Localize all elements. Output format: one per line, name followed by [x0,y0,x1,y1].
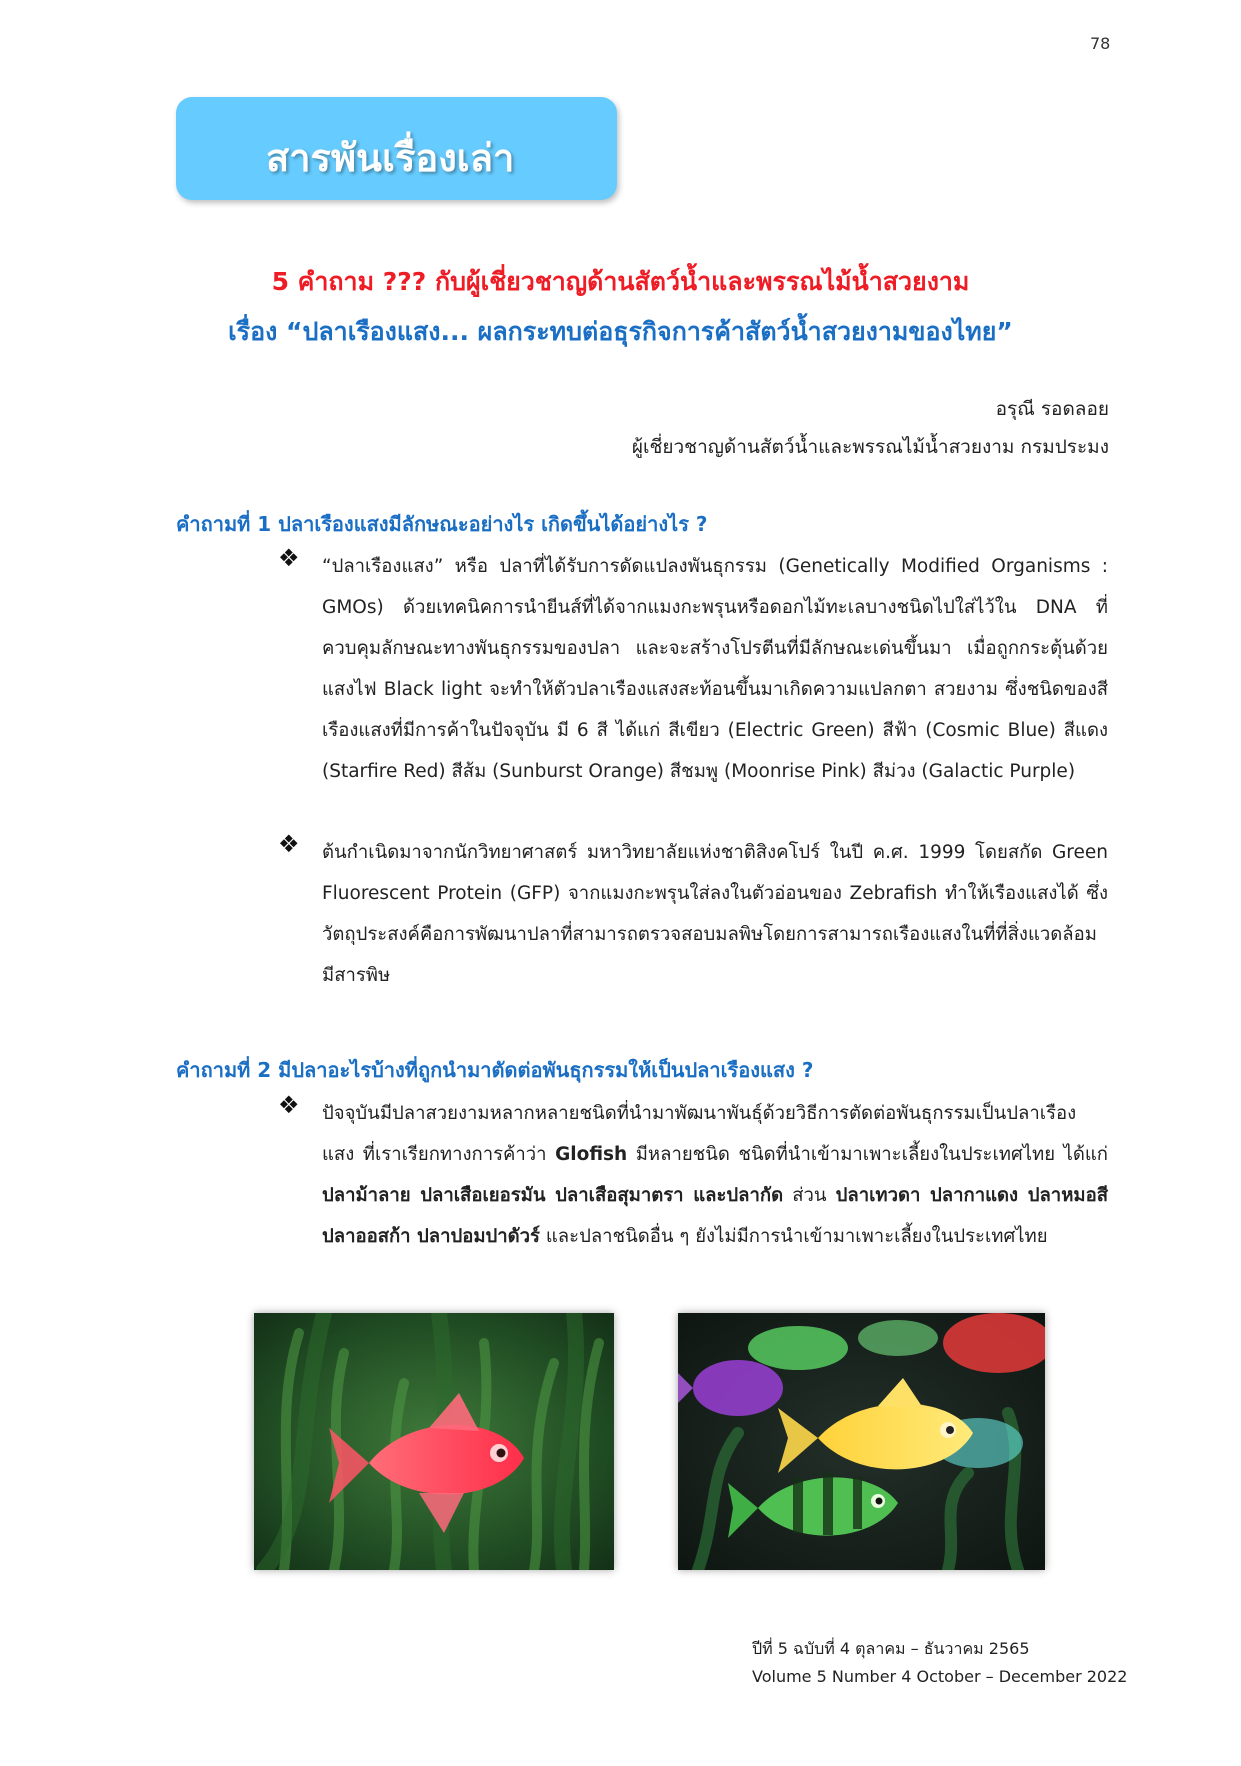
article-title-line2: เรื่อง “ปลาเรืองแสง... ผลกระทบต่อธุรกิจการค้าสัตว์น้ำสวยงามของไทย” [228,317,1013,346]
page-number: 78 [1090,34,1111,53]
bullet-text [322,1093,1108,1257]
question-1-heading: คำถามที่ 1 ปลาเรืองแสงมีลักษณะอย่างไร เกิดขึ้นได้อย่างไร ? [176,512,708,536]
bullet-text-part: ปัจจุบันมีปลาสวยงามหลากหลายชนิดที่นำมาพัฒนาพันธุ์ด้วยวิธีการตัดต่อพันธุกรรมเป็นปลาเรืองแสง ที่เราเรียกทางการค้าว่า [322,1103,1077,1165]
footer-issue-english: Volume 5 Number 4 October – December 2022 [752,1667,1128,1686]
banner-label: สารพันเรื่องเล่า [266,136,515,180]
four-diamond-icon: ❖ [278,1091,300,1119]
imported-fish-list: ปลาม้าลาย ปลาเสือเยอรมัน ปลาเสือสุมาตรา และปลากัด [322,1185,784,1206]
article-title-line1: 5 คำถาม ??? กับผู้เชี่ยวชาญด้านสัตว์น้ำและพรรณไม้น้ำสวยงาม [271,267,970,296]
question-2-bullet-1 [278,1093,1108,1257]
not-imported-fish-list: ปลาเทวดา ปลากาแดง ปลาหมอสี ปลาออสก้า ปลาปอมปาดัวร์ [322,1185,1108,1247]
glofish-term: Glofish [555,1144,628,1165]
question-2-heading: คำถามที่ 2 มีปลาอะไรบ้างที่ถูกนำมาตัดต่อพันธุกรรมให้เป็นปลาเรืองแสง ? [176,1058,814,1082]
section-banner [176,97,617,200]
bullet-text-part: ส่วน [783,1185,836,1206]
bullet-text: ต้นกำเนิดมาจากนักวิทยาศาสตร์ มหาวิทยาลัยแห่งชาติสิงคโปร์ ในปี ค.ศ. 1999 โดยสกัด Green Fluorescent Protein (GFP) จากแมงกะพรุนใส่ลงในตัวอ่อนของ Zebrafish ทำให้เรืองแสงได้ ซึ่งวัตถุประสงค์คือการพัฒนาปลาที่สามารถตรวจสอบมลพิษโดยการสามารถเรืองแสงในที่ที่สิ่งแวดล้อมมีสารพิษ [322,842,1108,986]
bullet-text-part: และปลาชนิดอื่น ๆ ยังไม่มีการนำเข้ามาเพาะเลี้ยงในประเทศไทย [540,1226,1048,1247]
footer-issue-thai: ปีที่ 5 ฉบับที่ 4 ตุลาคม – ธันวาคม 2565 [752,1639,1030,1658]
bullet-text: “ปลาเรืองแสง” หรือ ปลาที่ได้รับการดัดแปลงพันธุกรรม (Genetically Modified Organisms : GMOs) ด้วยเทคนิคการนำยีนส์ที่ได้จากแมงกะพรุนหรือดอกไม้ทะเลบางชนิดไปใส่ไว้ใน DNA ที่ควบคุมลักษณะทางพันธุกรรมของปลา และจะสร้างโปรตีนที่มีลักษณะเด่นขึ้นมา เมื่อถูกกระตุ้นด้วยแสงไฟ Black light จะทำให้ตัวปลาเรืองแสงสะท้อนขึ้นมาเกิดความแปลกตา สวยงาม ซึ่งชนิดของสีเรืองแสงที่มีการค้าในปัจจุบัน มี 6 สี ได้แก่ สีเขียว (Electric Green) สีฟ้า (Cosmic Blue) สีแดง (Starfire Red) สีส้ม (Sunburst Orange) สีชมพู (Moonrise Pink) สีม่วง (Galactic Purple) [322,556,1108,782]
author-position: ผู้เชี่ยวชาญด้านสัตว์น้ำและพรรณไม้น้ำสวยงาม กรมประมง [631,436,1109,458]
question-1-bullet-2 [278,832,1108,996]
question-1-bullet-1 [278,546,1108,792]
author-name: อรุณี รอดลอย [995,398,1109,420]
four-diamond-icon: ❖ [278,544,300,572]
four-diamond-icon: ❖ [278,830,300,858]
red-glofish-photo [254,1313,614,1570]
colorful-glofish-photo [678,1313,1045,1570]
bullet-text-part: มีหลายชนิด ชนิดที่นำเข้ามาเพาะเลี้ยงในประเทศไทย ได้แก่ [627,1144,1108,1165]
